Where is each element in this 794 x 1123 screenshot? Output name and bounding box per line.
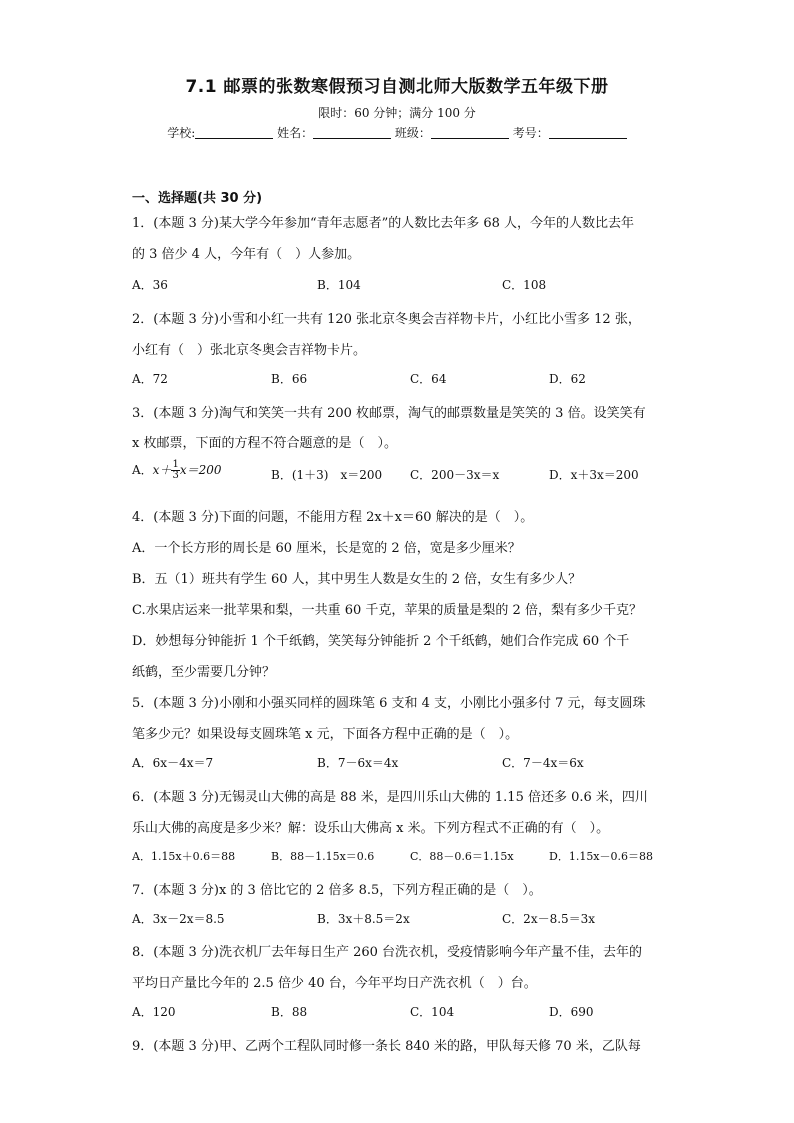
question-5-options (132, 754, 692, 772)
name-blank (313, 126, 391, 139)
page-title: 7.1 邮票的张数寒假预习自测北师大版数学五年级下册 (185, 77, 609, 97)
option-b: B．3x＋8.5＝2x (317, 912, 410, 926)
question-3-options (132, 459, 692, 484)
exam-number-blank (549, 126, 627, 139)
option-c: C．64 (410, 372, 447, 386)
option-b: B．(1＋3) x＝200 (271, 468, 383, 482)
option-b: B．7－6x＝4x (317, 756, 399, 770)
class-label: 班级： (394, 126, 431, 140)
question-9-line-1: 9．(本题 3 分)甲、乙两个工程队同时修一条长 840 米的路，甲队每天修 70 米，乙队每 (132, 1039, 641, 1054)
question-8-line-1: 8．(本题 3 分)洗衣机厂去年每日生产 260 台洗衣机，受疫情影响今年产量不佳，去年的 (132, 945, 643, 960)
option-b: B．66 (271, 372, 308, 386)
option-a: A．6x－4x＝7 (132, 756, 214, 770)
option-a: A．3x－2x＝8.5 (132, 912, 225, 926)
option-b: B．88－1.15x＝0.6 (271, 850, 375, 863)
option-c: C．108 (502, 278, 547, 292)
question-6-line-2: 乐山大佛的高度是多少米？解：设乐山大佛高 x 米。下列方程式不正确的有（ ）。 (132, 821, 610, 836)
question-6-options (132, 848, 692, 866)
option-a: A．x＋ $\frac{1}{3}$ x＝200 (132, 459, 222, 481)
question-2-options (132, 370, 692, 388)
time-limit-info: 限时：60 分钟；满分 100 分 (318, 106, 476, 120)
name-label: 姓名： (277, 126, 314, 140)
question-1-line-1: 1．(本题 3 分)某大学今年参加“青年志愿者”的人数比去年多 68 人，今年的人数比去年 (132, 216, 635, 231)
option-c: C．88－0.6＝1.15x (410, 850, 514, 863)
option-d: D．62 (549, 372, 586, 386)
question-4-option-d: D．妙想每分钟能折 1 个千纸鹤，笑笑每分钟能折 2 个千纸鹤，她们合作完成 60 个千 (132, 634, 630, 649)
question-4-option-d-cont: 纸鹤，至少需要几分钟？ (132, 665, 276, 680)
question-7-options (132, 910, 692, 928)
option-a: A．72 (132, 372, 168, 386)
option-a-formula-suffix: x＝200 (179, 463, 222, 477)
option-a: A．36 (132, 278, 168, 292)
question-8-options (132, 1003, 692, 1021)
option-a: A．1.15x＋0.6＝88 (132, 850, 236, 863)
section-heading: 一、选择题(共 30 分) (132, 191, 263, 206)
question-1-options (132, 276, 692, 294)
question-4-option-a: A．一个长方形的周长是 60 厘米，长是宽的 2 倍，宽是多少厘米？ (132, 541, 521, 556)
question-5-line-2: 笔多少元？如果设每支圆珠笔 x 元，下面各方程中正确的是（ ）。 (132, 727, 519, 742)
option-a-formula-prefix: x＋ (152, 463, 172, 477)
question-3-line-2: x 枚邮票，下面的方程不符合题意的是（ ）。 (132, 436, 397, 451)
option-b: B．88 (271, 1005, 308, 1019)
question-4-line-1: 4．(本题 3 分)下面的问题，不能用方程 2x＋x＝60 解决的是（ ）。 (132, 510, 534, 525)
question-2-line-2: 小红有（ ）张北京冬奥会吉祥物卡片。 (132, 343, 367, 358)
option-d: D．1.15x－0.6＝88 (549, 850, 654, 863)
fraction-one-third: $\frac{1}{3}$ (172, 459, 179, 481)
question-4-option-c: C.水果店运来一批苹果和梨，一共重 60 千克，苹果的质量是梨的 2 倍，梨有多少千克？ (132, 603, 642, 618)
question-6-line-1: 6．(本题 3 分)无锡灵山大佛的高是 88 米，是四川乐山大佛的 1.15 倍还多 0.6 米，四川 (132, 790, 648, 805)
option-b: B．104 (317, 278, 361, 292)
question-4-option-b: B．五（1）班共有学生 60 人，其中男生人数是女生的 2 倍，女生有多少人？ (132, 572, 582, 587)
option-d: D．x＋3x＝200 (549, 468, 639, 482)
question-3-line-1: 3．(本题 3 分)淘气和笑笑一共有 200 枚邮票，淘气的邮票数量是笑笑的 3 倍。设笑笑有 (132, 406, 646, 421)
option-a: A．120 (132, 1005, 176, 1019)
option-d: D．690 (549, 1005, 594, 1019)
option-c: C．104 (410, 1005, 455, 1019)
school-blank (195, 126, 273, 139)
student-info-row (0, 124, 794, 141)
question-5-line-1: 5．(本题 3 分)小刚和小强买同样的圆珠笔 6 支和 4 支，小刚比小强多付 7 元，每支圆珠 (132, 696, 646, 711)
option-c: C．2x－8.5＝3x (502, 912, 596, 926)
question-7-line-1: 7．(本题 3 分)x 的 3 倍比它的 2 倍多 8.5，下列方程正确的是（ ）。 (132, 883, 542, 898)
question-2-line-1: 2．(本题 3 分)小雪和小红一共有 120 张北京冬奥会吉祥物卡片，小红比小雪多 12 张， (132, 312, 641, 327)
class-blank (431, 126, 509, 139)
question-1-line-2: 的 3 倍少 4 人，今年有（ ）人参加。 (132, 247, 361, 262)
option-c: C．7－4x＝6x (502, 756, 584, 770)
question-8-line-2: 平均日产量比今年的 2.5 倍少 40 台，今年平均日产洗衣机（ ）台。 (132, 976, 537, 991)
school-label: 学校: (167, 126, 196, 140)
option-c: C．200－3x＝x (410, 468, 500, 482)
exam-number-label: 考号： (512, 126, 549, 140)
